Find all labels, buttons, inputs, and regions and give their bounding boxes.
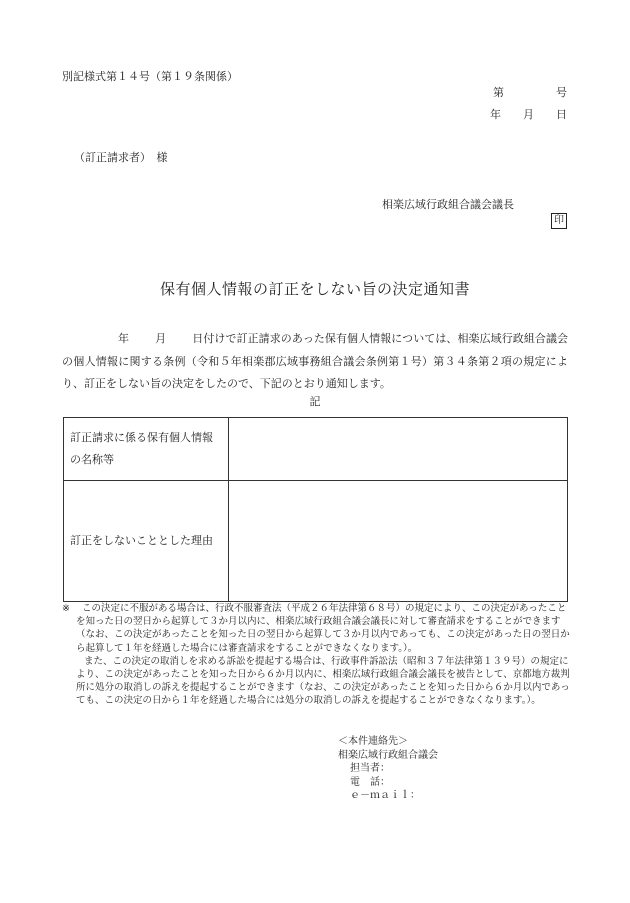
contact-block: [338, 735, 438, 803]
sender-name: 相楽広域行政組合議会議長: [382, 198, 514, 211]
table-row: [64, 418, 568, 481]
contact-org: 相楽広域行政組合議会: [338, 749, 438, 761]
page-title: 保有個人情報の訂正をしない旨の決定通知書: [159, 280, 470, 298]
document-date: [490, 106, 567, 122]
date-month: 月: [523, 108, 534, 121]
table-row: [64, 481, 568, 602]
body-text: 日付けで訂正請求のあった保有個人情報については、相楽広域行政組合議会の個人情報に関する条例（令和５年相楽郡広域事務組合議会条例第１号）第３４条第２項の規定により、訂正をしない旨の決定をしたので、下記のとおり通知します。: [62, 332, 569, 390]
document-number: [493, 84, 567, 100]
row1-value: [229, 418, 568, 481]
doc-no-suffix: 号: [556, 86, 567, 99]
form-number: 別記様式第１４号（第１９条関係）: [62, 70, 238, 83]
row2-value: [229, 481, 568, 602]
ki-heading: 記: [309, 395, 321, 408]
note-mark: ※: [62, 603, 70, 614]
contact-person: 担当者：: [350, 763, 390, 774]
note-paragraph-1: この決定に不服がある場合は、行政不服審査法（平成２６年法律第６８号）の規定により、この決定があったことを知った日の翌日から起算して３か月以内に、相楽広域行政組合議会議長に対して審査請求をすることができます（なお、この決定があったことを知った日の翌日から起算して３か月以内であっても、この決定があった日の翌日から起算して１年を経過した場合には審査請求をすることができなくなります。）。: [76, 603, 570, 654]
note-paragraph-2: また、この決定の取消しを求める訴訟を提起する場合は、行政事件訴訟法（昭和３７年法律第１３９号）の規定により、この決定があったことを知った日から６か月以内に、相楽広域行政組合議会議長を被告として、京都地方裁判所に処分の取消しの訴えを提起することができます（なお、この決定があったことを知った日から６か月以内であっても、この決定の日から１年を経過した場合には処分の取消しの訴えを提起することができなくなります。）。: [76, 655, 570, 707]
info-table: [63, 417, 568, 602]
contact-heading: ＜本件連絡先＞: [338, 736, 408, 747]
row1-label: 訂正請求に係る保有個人情報の名称等: [64, 418, 229, 481]
body-date-month: 月: [155, 332, 167, 345]
date-day: 日: [556, 108, 567, 121]
row2-label: 訂正をしないこととした理由: [64, 481, 229, 602]
appeal-note: [62, 602, 570, 708]
addressee: （訂正請求者） 様: [74, 151, 168, 164]
doc-no-prefix: 第: [493, 86, 504, 99]
contact-phone: 電 話：: [350, 776, 390, 788]
body-paragraph: [62, 328, 568, 396]
date-year: 年: [490, 108, 501, 121]
seal-stamp: 印: [551, 213, 567, 229]
body-date-year: 年: [118, 332, 130, 345]
contact-email: ｅ－ｍａｉｌ：: [350, 790, 420, 801]
